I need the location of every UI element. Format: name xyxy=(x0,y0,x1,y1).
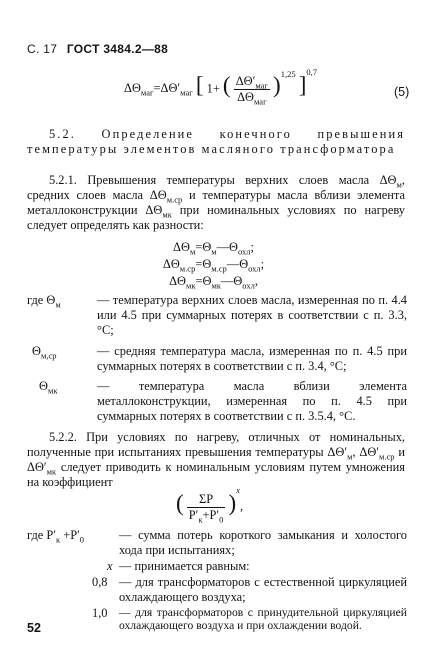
definition-symbol: x xyxy=(107,559,113,573)
equation-dtheta-mk: $\Delta\Theta_{мк}=\Theta_{мк}—\Theta_{охл}$, xyxy=(169,274,258,291)
definition-losses xyxy=(27,528,407,558)
formula-5-frac-num: $\Delta\Theta'_{маг}$ xyxy=(235,74,268,91)
standard-code: ГОСТ 3484.2—88 xyxy=(66,42,169,56)
definition-symbol: $\Theta_{м,ср}$ xyxy=(32,344,57,361)
definition-symbol: 1,0 xyxy=(92,606,108,620)
formula-5-bracket-open: [ xyxy=(195,72,204,98)
definition-0-8 xyxy=(27,575,407,605)
definition-text: — температура верхних слоев масла, измеренная по п. 4.4 или 4.5 при суммарных потерях в соответствии с п. 3.3, °С; xyxy=(97,293,407,337)
page-header xyxy=(27,42,168,57)
formula-5-one-plus: 1+ xyxy=(206,81,220,96)
definition-text: — для трансформаторов с естественной циркуляцией охлаждающего воздуха; xyxy=(119,575,407,604)
definition-theta-m xyxy=(27,293,407,338)
definition-text: — для трансформаторов с принудительной циркуляцией охлаждающего воздуха и при охлаждении водой. xyxy=(119,606,407,632)
definition-symbol: $\Theta_{мк}$ xyxy=(39,379,58,396)
formula-5 xyxy=(124,67,317,107)
definition-symbol: 0,8 xyxy=(92,575,108,589)
definition-text: — температура масла вблизи элемента металлоконструкции, измеренная по п. 4.5 при суммарных потерях в соответствии с п. 3.5.4, °С. xyxy=(97,379,407,423)
definition-x xyxy=(27,559,407,574)
equation-dtheta-m: $\Delta\Theta_м=\Theta_м—\Theta_{охл}$; xyxy=(173,240,254,257)
formula-5-bracket-close: ] xyxy=(298,72,307,98)
formula-5-fraction xyxy=(234,74,270,105)
definition-symbol: где $\Theta_м$ xyxy=(27,293,61,310)
paragraph-5-2-2: 5.2.2. При условиях по нагреву, отличных от номинальных, полученные при испытаниях превышения температуры $\Delta\Theta'_м$, $\Delta\Theta'_{м.ср}$ и $\Delta\Theta'_{мк}$ следует приводить к номинальным условиям путем умножения на коэффициент xyxy=(27,430,405,489)
coefficient-formula xyxy=(176,485,244,525)
formula-5-paren-open: ( xyxy=(222,72,231,98)
formula-5-inner-exp: 1,25 xyxy=(280,69,296,80)
formula-5-frac-den: $\Delta\Theta_{маг}$ xyxy=(237,90,267,107)
definition-text: — сумма потерь короткого замыкания и холостого хода при испытаниях; xyxy=(119,528,407,557)
equation-dtheta-m-sr: $\Delta\Theta_{м.ср}=\Theta_{м.ср}—\Theta_{охл}$; xyxy=(162,257,265,274)
definition-theta-m-sr xyxy=(27,344,407,374)
page-number: 52 xyxy=(27,621,41,635)
definition-symbol: где $P'_к +P'_0$ xyxy=(27,528,85,545)
definition-theta-mk xyxy=(27,379,407,424)
coef-den: $P'_к+P'_0$ xyxy=(188,508,224,525)
page-label: С. 17 xyxy=(27,42,58,56)
coef-fraction xyxy=(187,492,226,523)
coef-exp: x xyxy=(236,485,240,496)
formula-5-paren-close: ) xyxy=(273,72,281,98)
coef-paren-open: ( xyxy=(176,490,184,516)
coef-tail: , xyxy=(239,499,244,514)
formula-5-lhs: $\Delta\Theta_{маг}=\Delta\Theta'_{маг}$ xyxy=(124,81,193,98)
definition-text: — принимается равным: xyxy=(119,559,250,573)
coef-paren-close: ) xyxy=(228,490,237,516)
definition-text: — средняя температура масла, измеренная по п. 4.5 при суммарных потерях в соответствии с п. 3.4, °С; xyxy=(97,344,407,373)
definition-1-0 xyxy=(27,606,407,651)
coef-num: ΣP xyxy=(187,492,226,508)
formula-5-number: (5) xyxy=(394,85,410,99)
formula-5-outer-exp: 0,7 xyxy=(306,67,317,78)
section-5-2-title: 5.2. Определение конечного превышения температуры элементов масляного трансформатора xyxy=(27,127,405,156)
paragraph-5-2-1: 5.2.1. Превышения температуры верхних слоев масла $\Delta\Theta_м$, средних слоев масла $\Delta\Theta_{м.ср}$ и температуры масла вблизи элемента металлоконструкции $\Delta\Theta_{мк}$ при номинальных условиях по нагреву следует определять как разности: xyxy=(27,173,405,232)
